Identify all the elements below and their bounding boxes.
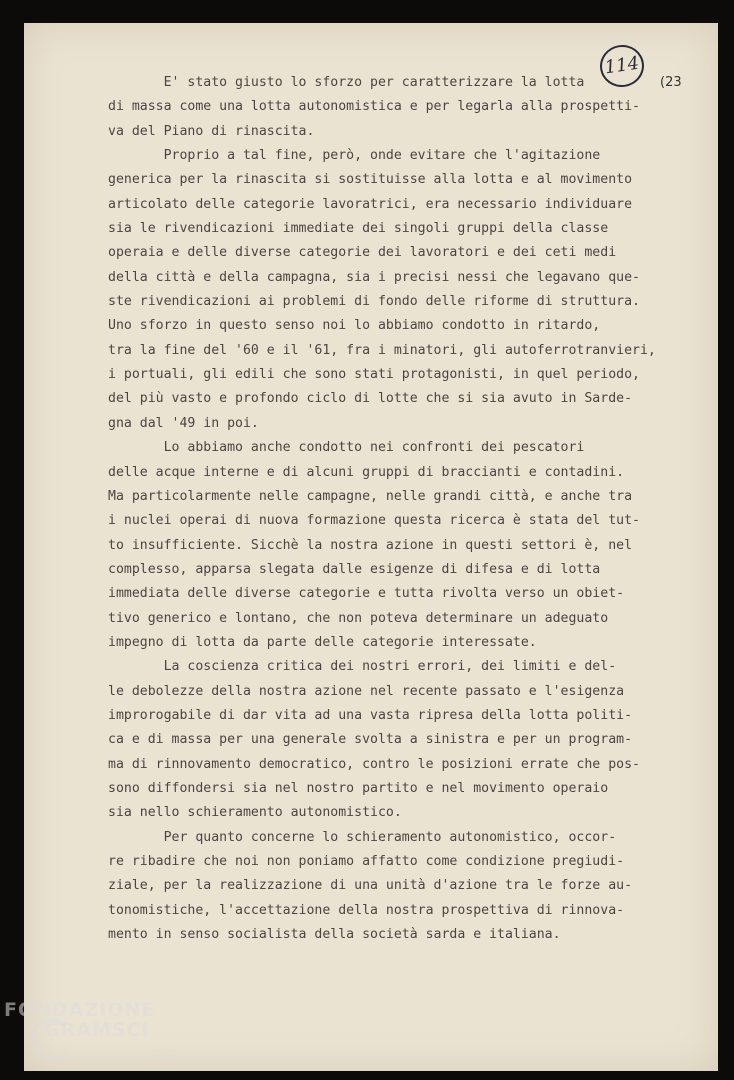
text-line: improrogabile di dar vita ad una vasta ripresa della lotta politi- xyxy=(108,707,633,723)
text-line: mento in senso socialista della società sarda e italiana. xyxy=(108,927,561,943)
text-line: ziale, per la realizzazione di una unità d'azione tra le forze au- xyxy=(108,878,633,894)
text-line: ca e di massa per una generale svolta a sinistra e per un program- xyxy=(108,732,633,748)
watermark-line-2: GRAMSCI xyxy=(44,1019,150,1041)
text-line: sia le rivendicazioni immediate dei singoli gruppi della classe xyxy=(108,221,609,237)
text-line: gna dal '49 in poi. xyxy=(108,415,259,431)
text-line: Uno sforzo in questo senso noi lo abbiamo condotto in ritardo, xyxy=(108,318,601,334)
text-line: re ribadire che noi non poniamo affatto come condizione pregiudi- xyxy=(108,854,625,869)
text-line: Per quanto concerne lo schieramento autonomistico, occor- xyxy=(108,829,617,845)
text-line: delle acque interne e di alcuni gruppi di braccianti e contadini. xyxy=(108,464,625,480)
text-line: tivo generico e lontano, che non poteva determinare un adeguato xyxy=(108,610,609,626)
text-line: ma di rinnovamento democratico, contro le posizioni errate che pos- xyxy=(108,756,640,772)
text-line: La coscienza critica dei nostri errori, dei limiti e del- xyxy=(108,659,617,675)
text-line: Lo abbiamo anche condotto nei confronti dei pescatori xyxy=(108,440,585,456)
text-line: del più vasto e profondo ciclo di lotte che si sia avuto in Sarde- xyxy=(108,391,633,407)
text-line: va del Piano di rinascita. xyxy=(108,123,315,139)
text-line: i portuali, gli edili che sono stati protagonisti, in quel periodo, xyxy=(108,367,640,383)
text-line: impegno di lotta da parte delle categorie interessate. xyxy=(108,634,537,650)
text-line: i nuclei operai di nuova formazione questa ricerca è stata del tut- xyxy=(108,513,640,529)
text-line: ste rivendicazioni ai problemi di fondo delle riforme di struttura. xyxy=(108,294,640,310)
text-line: Ma particolarmente nelle campagne, nelle grandi città, e anche tra xyxy=(108,488,633,504)
text-line: di massa come una lotta autonomistica e per legarla alla prospetti- xyxy=(108,99,640,115)
watermark-line-1: FONDAZIONE xyxy=(4,999,156,1021)
text-line: tra la fine del '60 e il '61, fra i minatori, gli autoferrotranvieri, xyxy=(108,342,656,358)
text-line: della città e della campagna, sia i precisi nessi che legavano que- xyxy=(108,269,640,285)
folio-number: (23 xyxy=(660,75,682,90)
text-line: sono diffondersi sia nel nostro partito e nel movimento operaio xyxy=(108,780,609,796)
text-line: E' stato giusto lo sforzo per caratterizzare la lotta xyxy=(108,75,585,90)
text-line: generica per la rinascita si sostituisse alla lotta e al movimento xyxy=(108,172,633,188)
handwritten-page-number: 114 xyxy=(597,42,646,90)
text-line: tonomistiche, l'accettazione della nostra prospettiva di rinnova- xyxy=(108,902,625,918)
fondazione-gramsci-watermark xyxy=(4,1000,155,1040)
text-line: to insufficiente. Sicchè la nostra azione in questi settori è, nel xyxy=(108,537,633,553)
watermark-sub: onlus xyxy=(150,1052,175,1062)
text-line: complesso, apparsa slegata dalle esigenze di difesa e di lotta xyxy=(108,561,601,577)
text-line: sia nello schieramento autonomistico. xyxy=(108,805,402,821)
text-line: operaia e delle diverse categorie dei lavoratori e dei ceti medi xyxy=(108,245,617,261)
text-line: le debolezze della nostra azione nel recente passato e l'esigenza xyxy=(108,683,625,699)
typewritten-body xyxy=(108,71,698,947)
text-line: Proprio a tal fine, però, onde evitare che l'agitazione xyxy=(108,148,601,164)
text-line: immediata delle diverse categorie e tutta rivolta verso un obiet- xyxy=(108,586,625,602)
text-line: articolato delle categorie lavoratrici, era necessario individuare xyxy=(108,196,633,212)
gramsci-logo-icon xyxy=(30,1018,74,1062)
